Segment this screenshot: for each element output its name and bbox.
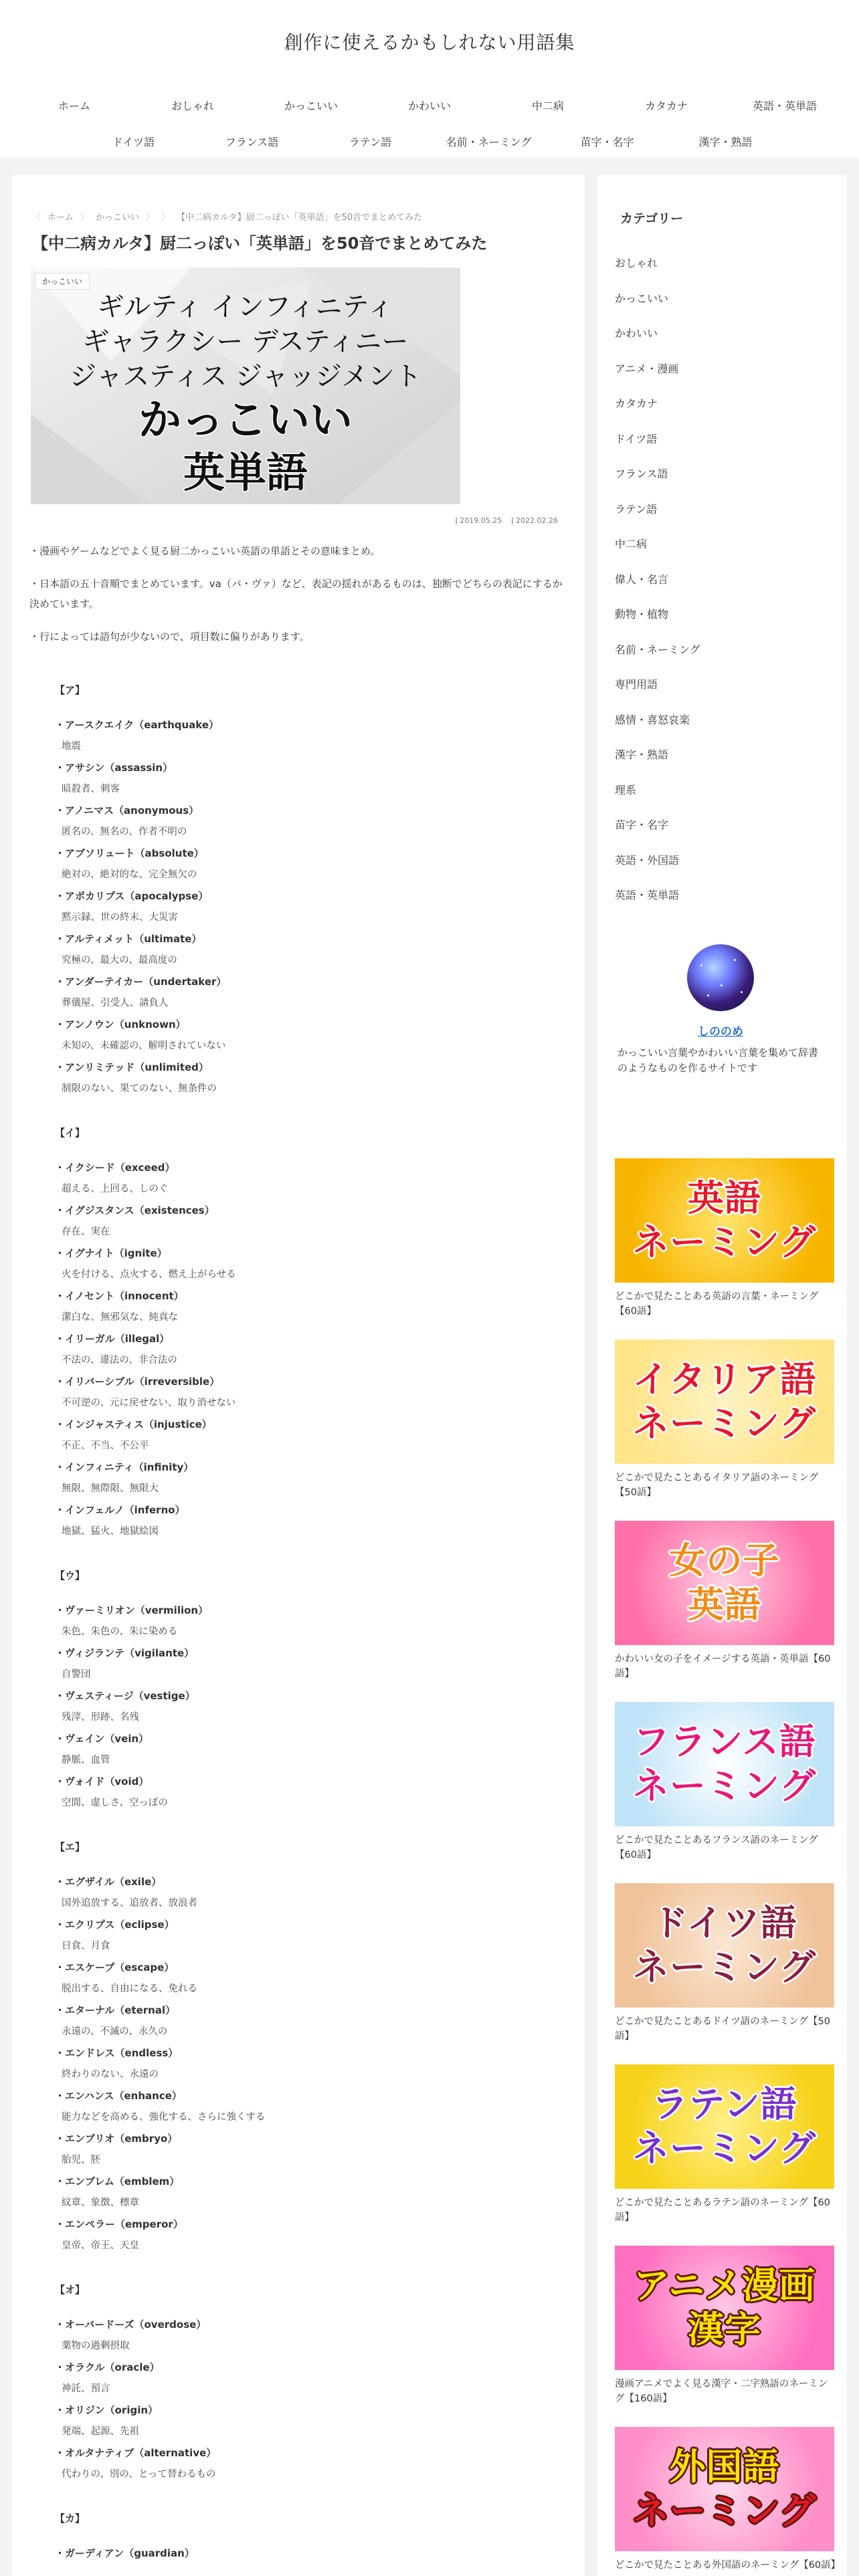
term-item — [55, 2214, 550, 2256]
category-link[interactable]: 漢字・熟語 — [615, 748, 669, 761]
term-name: ・ガーディアン（guardian） — [55, 2547, 195, 2559]
section-heading: 【ア】 — [55, 684, 86, 696]
sidebar — [597, 175, 847, 2576]
nav-item[interactable]: おしゃれ — [171, 99, 214, 112]
term-item — [55, 2000, 550, 2042]
banner-subline: 英語 — [688, 1584, 761, 1626]
intro-paragraph: ・行によっては語句が少ないので、項目数に偏りがあります。 — [29, 630, 310, 643]
banner-card[interactable] — [615, 1339, 836, 1521]
nav-item[interactable]: 名前・ネーミング — [446, 135, 532, 148]
category-link[interactable]: ラテン語 — [615, 502, 658, 516]
term-name: ・ヴィジランテ（vigilante） — [55, 1647, 195, 1659]
banner-list — [615, 1158, 841, 2576]
section-heading: 【カ】 — [55, 2512, 86, 2525]
term-name: ・ヴェイン（vein） — [55, 1733, 149, 1745]
term-meaning: 不可逆の、元に戻せない、取り消せない — [62, 1398, 236, 1408]
eyecatch-category-label[interactable]: かっこいい — [35, 273, 90, 290]
post-dates — [456, 516, 558, 525]
term-name: ・エンブレム（emblem） — [55, 2175, 180, 2187]
term-name: ・アルティメット（ultimate） — [55, 933, 202, 945]
banner-headline: ドイツ語 — [652, 1902, 797, 1944]
term-meaning: 葬儀屋、引受人、請負人 — [62, 998, 169, 1008]
term-item — [55, 928, 550, 971]
term-item — [55, 1600, 550, 1642]
global-nav-row-1 — [0, 87, 859, 123]
term-name: ・インジャスティス（injustice） — [55, 1418, 212, 1430]
term-meaning: 制限のない、果てのない、無条件の — [62, 1083, 217, 1094]
term-item — [55, 2314, 550, 2357]
date-published: ǀ 2019.05.25 — [455, 516, 502, 525]
nav-item[interactable]: ドイツ語 — [112, 135, 155, 148]
date-updated: ǀ 2022.02.26 — [511, 516, 558, 525]
term-item — [55, 1414, 550, 1457]
nav-item[interactable]: かっこいい — [284, 99, 338, 112]
nav-item[interactable]: カタカナ — [644, 99, 688, 112]
term-meaning: 火を付ける、点火する、燃え上がらせる — [62, 1269, 236, 1280]
category-link[interactable]: かわいい — [615, 327, 658, 340]
intro-paragraph: ・日本語の五十音順でまとめています。va（バ・ヴァ）など、表記の揺れがあるものは、独断でどちらの表記にするか決めています。 — [29, 578, 563, 610]
category-link[interactable]: カタカナ — [615, 397, 658, 410]
term-name: ・オリジン（origin） — [55, 2404, 159, 2416]
banner-caption[interactable]: どこかで見たことあるラテン語のネーミング【60語】 — [615, 2197, 830, 2224]
term-item — [55, 2171, 550, 2214]
term-name: ・エンペラー（emperor） — [55, 2218, 183, 2230]
nav-item[interactable]: フランス語 — [225, 135, 279, 148]
banner-image[interactable] — [615, 1883, 834, 2008]
term-name: ・アポカリプス（apocalypse） — [55, 890, 209, 902]
category-link[interactable]: ドイツ語 — [615, 432, 658, 445]
category-list — [615, 257, 836, 924]
term-name: ・アースクエイク（earthquake） — [55, 719, 219, 731]
term-name: ・アサシン（assassin） — [55, 762, 173, 774]
breadcrumb-sep: 〉 — [80, 213, 90, 223]
term-item — [55, 1771, 550, 1814]
eyecatch-line-3: ジャスティス ジャッジメント — [70, 361, 421, 392]
banner-caption[interactable]: どこかで見たことあるドイツ語のネーミング【50語】 — [615, 2016, 830, 2042]
category-widget-title: カテゴリー — [620, 211, 684, 226]
eyecatch-image — [31, 267, 460, 504]
banner-caption[interactable]: かわいい女の子をイメージする英語・英単語【60語】 — [615, 1654, 831, 1680]
category-link[interactable]: 名前・ネーミング — [615, 643, 700, 656]
term-name: ・エクリプス（eclipse） — [55, 1919, 175, 1931]
section-heading: 【ウ】 — [55, 1570, 86, 1582]
eyecatch-line-1: ギルティ インフィニティ — [97, 292, 394, 322]
term-meaning: 日食、月食 — [62, 1941, 110, 1951]
category-link[interactable]: 偉人・名言 — [615, 572, 669, 586]
nav-item[interactable]: かわいい — [407, 99, 451, 112]
eyecatch-graphic — [31, 267, 460, 504]
eyecatch-big-2: 英単語 — [183, 448, 308, 497]
term-item — [55, 1642, 550, 1685]
section-heading: 【イ】 — [55, 1127, 86, 1139]
term-name: ・エスケープ（escape） — [55, 1961, 175, 1973]
term-name: ・イリーガル（illegal） — [55, 1333, 170, 1345]
nav-item[interactable]: 苗字・名字 — [580, 135, 634, 148]
term-meaning: 究極の、最大の、最高度の — [62, 955, 177, 966]
term-name: ・アンノウン（unknown） — [55, 1018, 186, 1031]
category-link[interactable]: 理系 — [615, 783, 637, 796]
global-nav — [0, 87, 859, 159]
eyecatch-line-2: ギャラクシー デスティニー — [82, 326, 409, 357]
category-link[interactable]: 動物・植物 — [615, 608, 669, 621]
term-item — [55, 1285, 550, 1328]
term-name: ・エターナル（eternal） — [55, 2004, 176, 2016]
date-updated-value: 2022.02.26 — [516, 516, 558, 525]
term-meaning: 不正、不当、不公平 — [62, 1440, 149, 1451]
category-link[interactable]: 専門用語 — [615, 678, 658, 691]
term-name: ・アブソリュート（absolute） — [55, 847, 204, 859]
avatar[interactable] — [687, 944, 754, 1011]
term-meaning: 黙示録、世の終末、大災害 — [62, 912, 178, 923]
term-name: ・ヴェスティージ（vestige） — [55, 1690, 195, 1702]
term-meaning: 静脈、血管 — [62, 1755, 110, 1765]
term-meaning: 朱色、朱色の、朱に染める — [62, 1626, 178, 1637]
term-meaning: 超える、上回る、しのぐ — [62, 1184, 169, 1194]
breadcrumb-category[interactable]: かっこいい — [96, 213, 140, 223]
term-name: ・エグザイル（exile） — [55, 1876, 162, 1888]
breadcrumb-sep: 〉 — [146, 213, 155, 223]
term-name: ・アノニマス（anonymous） — [55, 804, 199, 817]
category-link[interactable]: アニメ・漫画 — [615, 362, 679, 375]
term-meaning: 地獄、猛火、地獄絵図 — [62, 1526, 159, 1537]
term-item — [55, 971, 550, 1014]
banner-card[interactable] — [615, 2064, 836, 2246]
nav-item[interactable]: 漢字・熟語 — [698, 135, 753, 148]
term-item — [55, 1457, 550, 1499]
term-item — [55, 2399, 550, 2442]
term-meaning: 胎児、胚 — [62, 2155, 100, 2165]
section-heading: 【オ】 — [55, 2284, 86, 2296]
page-title: 【中二病カルタ】厨二っぽい「英単語」を50音でまとめてみた — [32, 234, 488, 253]
term-meaning: 匿名の、無名の、作者不明の — [62, 827, 187, 837]
banner-subline: ネーミング — [633, 2127, 816, 2169]
profile-widget — [613, 944, 828, 1077]
term-meaning: 代わりの、別の、とって替わるもの — [62, 2469, 216, 2480]
banner-card[interactable] — [615, 1521, 836, 1702]
term-meaning: 地震 — [62, 741, 81, 752]
term-item — [55, 1499, 550, 1542]
term-item — [55, 1685, 550, 1728]
term-name: ・イグナイト（ignite） — [55, 1247, 167, 1259]
term-item — [55, 1243, 550, 1285]
term-meaning: 空間、虚しさ、空っぽの — [62, 1798, 168, 1808]
term-meaning: 不法の、違法の、非合法の — [62, 1355, 177, 1366]
term-item — [55, 2442, 550, 2485]
term-meaning: 未知の、未確認の、解明されていない — [62, 1041, 226, 1051]
category-link[interactable]: フランス語 — [615, 467, 668, 480]
nav-item[interactable]: 英語・英単語 — [752, 99, 817, 112]
banner-card[interactable] — [615, 1883, 836, 2064]
term-meaning: 紋章、象徴、標章 — [62, 2197, 139, 2208]
nav-item[interactable]: ラテン語 — [349, 135, 392, 148]
term-item — [55, 1957, 550, 2000]
banner-headline: イタリア語 — [632, 1358, 817, 1400]
section-heading: 【エ】 — [55, 1841, 86, 1853]
term-meaning: 終わりのない、永遠の — [62, 2069, 159, 2080]
term-item — [55, 1371, 550, 1414]
banner-subline: 漢字 — [688, 2309, 761, 2351]
term-item — [55, 757, 550, 800]
main-content — [12, 175, 585, 2576]
term-item — [55, 2357, 550, 2399]
term-name: ・ヴォイド（void） — [55, 1776, 149, 1788]
category-link[interactable]: かっこいい — [615, 292, 669, 305]
term-name: ・エンハンス（enhance） — [55, 2090, 182, 2102]
banner-headline: ラテン語 — [652, 2083, 797, 2125]
term-name: ・ヴァーミリオン（vermilion） — [55, 1604, 209, 1616]
term-item — [55, 1014, 550, 1057]
term-meaning: 自警団 — [62, 1669, 91, 1680]
banner-image[interactable] — [615, 2246, 834, 2370]
banner-caption[interactable]: どこかで見たことある英語の言葉・ネーミング【60語】 — [615, 1291, 819, 1317]
term-name: ・エンドレス（endless） — [55, 2047, 179, 2059]
term-name: ・オラクル（oracle） — [55, 2361, 160, 2373]
breadcrumb-current: 【中二病カルタ】厨二っぽい「英単語」を50音でまとめてみた — [177, 213, 423, 223]
profile-name[interactable]: しののめ — [698, 1025, 743, 1039]
term-item — [55, 2128, 550, 2171]
term-name: ・エンブリオ（embryo） — [55, 2133, 178, 2145]
term-name: ・イグジスタンス（existences） — [55, 1204, 215, 1216]
banner-card[interactable] — [615, 2427, 841, 2576]
term-item — [55, 2042, 550, 2085]
banner-card[interactable] — [615, 1158, 836, 1339]
term-meaning: 能力などを高める、強化する、さらに強くする — [62, 2112, 266, 2123]
term-name: ・インフィニティ（infinity） — [55, 1461, 194, 1473]
term-meaning: 無限、無際限、無限大 — [62, 1483, 159, 1494]
term-name: ・オーバードーズ（overdose） — [55, 2319, 207, 2331]
banner-subline: ネーミング — [633, 1402, 816, 1444]
banner-headline: 英語 — [688, 1177, 761, 1219]
term-item — [55, 843, 550, 885]
term-name: ・イクシード（exceed） — [55, 1162, 175, 1174]
banner-caption[interactable]: どこかで見たことある外国語のネーミング【60語】 — [615, 2560, 841, 2571]
term-item — [55, 1728, 550, 1771]
term-item — [55, 1914, 550, 1957]
category-link[interactable]: 感情・喜怒哀楽 — [615, 713, 690, 726]
term-item — [55, 800, 550, 843]
banner-image[interactable] — [615, 1339, 834, 1464]
banner-image[interactable] — [615, 1521, 834, 1645]
term-meaning: 国外追放する、追放者、放浪者 — [62, 1898, 197, 1909]
profile-description: かっこいい言葉やかわいい言葉を集めて辞書のようなものを作るサイトです — [617, 1047, 819, 1075]
nav-item[interactable]: 中二病 — [531, 99, 564, 112]
term-name: ・オルタナティブ（alternative） — [55, 2447, 217, 2459]
banner-headline: アニメ漫画 — [633, 2264, 816, 2306]
nav-item[interactable]: ホーム — [58, 99, 90, 112]
banner-image[interactable] — [615, 2427, 834, 2551]
term-item — [55, 714, 550, 757]
breadcrumb-sep: 〉 — [161, 213, 171, 223]
term-meaning: 残滓、形跡、名残 — [62, 1712, 139, 1723]
term-name: ・アンダーテイカー（undertaker） — [55, 976, 227, 988]
term-item — [55, 885, 550, 928]
category-link[interactable]: 英語・外国語 — [615, 853, 680, 867]
banner-subline: ネーミング — [633, 2490, 816, 2532]
term-meaning: 永遠の、不滅の、永久の — [62, 2026, 168, 2037]
banner-headline: 外国語 — [669, 2446, 780, 2488]
term-meaning: 脱出する、自由になる、免れる — [62, 1983, 197, 1994]
term-name: ・イリバーシブル（irreversible） — [55, 1376, 220, 1388]
category-link[interactable]: 中二病 — [615, 538, 648, 550]
term-item — [55, 1057, 550, 1099]
term-meaning: 薬物の過剰摂取 — [62, 2341, 130, 2351]
term-item — [55, 2543, 550, 2564]
term-item — [55, 1200, 550, 1243]
term-name: ・アンリミテッド（unlimited） — [55, 1061, 209, 1073]
eyecatch-big-1: かっこいい — [138, 396, 353, 445]
term-name: ・インフェルノ（inferno） — [55, 1504, 185, 1516]
banner-card[interactable] — [615, 2246, 836, 2427]
banner-headline: 女の子 — [669, 1539, 780, 1582]
category-link[interactable]: 苗字・名字 — [615, 819, 669, 831]
term-item — [55, 1328, 550, 1371]
date-published-value: 2019.05.25 — [460, 516, 502, 525]
banner-image[interactable] — [615, 2064, 834, 2189]
term-list — [55, 670, 550, 2576]
term-meaning: 存在、実在 — [62, 1226, 110, 1237]
term-meaning: 絶対の、絶対的な、完全無欠の — [62, 869, 197, 880]
breadcrumb-sep: 〈 — [32, 213, 41, 223]
banner-subline: ネーミング — [633, 1946, 816, 1988]
term-meaning: 神託、預言 — [62, 2383, 110, 2394]
term-meaning: 暗殺者、刺客 — [62, 784, 120, 794]
banner-headline: フランス語 — [633, 1721, 816, 1763]
site-title[interactable]: 創作に使えるかもしれない用語集 — [284, 31, 575, 53]
site-header — [0, 0, 859, 158]
banner-subline: ネーミング — [633, 1765, 816, 1807]
breadcrumb — [32, 210, 422, 223]
term-item — [55, 1157, 550, 1200]
global-nav-row-2 — [0, 123, 859, 159]
banner-caption[interactable]: 漫画アニメでよく見る漢字・二字熟語のネーミング【160語】 — [615, 2379, 828, 2405]
term-meaning: 発端、起源、先祖 — [62, 2426, 139, 2437]
breadcrumb-home[interactable]: ホーム — [47, 213, 74, 223]
term-meaning: 潔白な、無邪気な、純真な — [62, 1312, 178, 1323]
category-link[interactable]: 英語・英単語 — [615, 889, 680, 901]
banner-image[interactable] — [615, 1158, 834, 1283]
banner-caption[interactable]: どこかで見たことあるイタリア語のネーミング【50語】 — [615, 1473, 819, 1499]
intro-paragraph: ・漫画やゲームなどでよく見る厨二かっこいい英語の単語とその意味まとめ。 — [29, 545, 381, 557]
banner-image[interactable] — [615, 1702, 834, 1826]
term-name: ・イノセント（innocent） — [55, 1290, 184, 1302]
category-link[interactable]: おしゃれ — [615, 257, 658, 270]
term-item — [55, 2085, 550, 2128]
banner-caption[interactable]: どこかで見たことあるフランス語のネーミング【60語】 — [615, 1835, 818, 1861]
banner-subline: ネーミング — [633, 1221, 816, 1263]
banner-card[interactable] — [615, 1702, 836, 1883]
article-intro — [29, 542, 565, 660]
term-meaning: 皇帝、帝王、天皇 — [62, 2240, 139, 2251]
term-item — [55, 1871, 550, 1914]
